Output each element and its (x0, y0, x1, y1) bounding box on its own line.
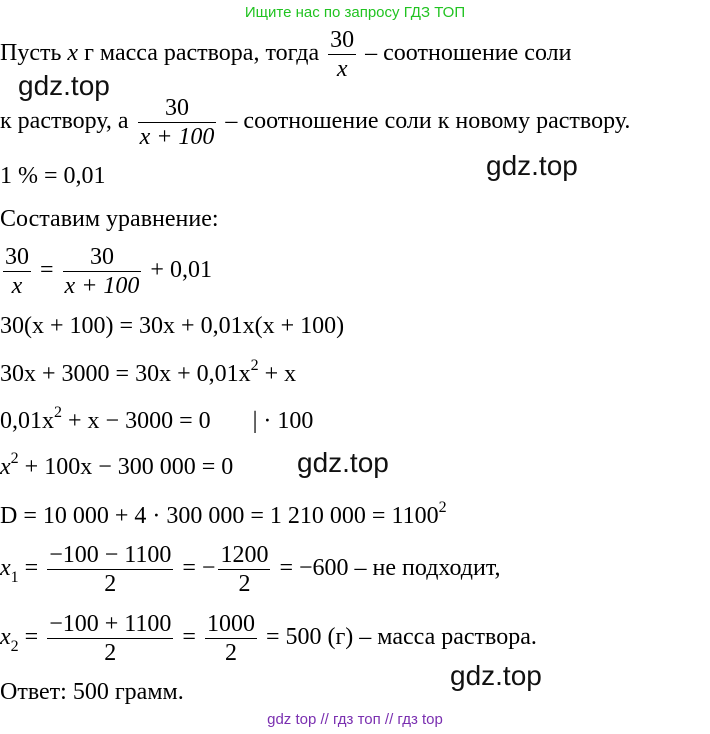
variable: x (0, 555, 11, 582)
fraction (205, 610, 257, 667)
numerator: 1200 (220, 542, 269, 568)
text: к раствору, а (0, 108, 135, 135)
solution-line-4: Составим уравнение: (0, 206, 219, 232)
text: + x − 3000 = 0 | · 100 (62, 408, 314, 434)
variable: x (67, 40, 79, 67)
fraction (218, 541, 270, 598)
numerator: 30 (5, 244, 29, 270)
solution-line-7 (0, 357, 297, 387)
variable: x (0, 454, 11, 480)
exponent: 2 (438, 499, 447, 516)
fraction (3, 243, 31, 300)
text: Пусть (0, 40, 68, 67)
solution-line-9 (0, 450, 234, 480)
text: + 100x − 300 000 = 0 (18, 454, 234, 480)
footer-links[interactable]: gdz top // гдз топ // гдз top (267, 711, 443, 728)
solution-line-8 (0, 404, 314, 434)
solution-line-6: 30(x + 100) = 30x + 0,01x(x + 100) (0, 313, 345, 339)
denominator: 2 (238, 571, 251, 597)
text: D = 10 000 + 4 · 300 000 = 1 210 000 = 1100 (0, 503, 439, 529)
equals: = (34, 257, 60, 284)
search-hint-link[interactable]: Ищите нас по запросу ГДЗ ТОП (244, 4, 466, 21)
numerator: −100 + 1100 (49, 611, 172, 637)
text: = 500 (г) – масса раствора. (259, 624, 537, 651)
solution-line-5 (0, 243, 212, 300)
denominator: x (336, 56, 348, 82)
exponent: 2 (250, 357, 259, 374)
fraction (138, 94, 217, 151)
denominator: 2 (104, 640, 117, 666)
watermark: gdz.top (486, 150, 578, 181)
text: – соотношение соли (359, 40, 572, 67)
text: г масса раствора, тогда (78, 40, 326, 67)
solution-line-2 (0, 94, 630, 151)
numerator: 30 (63, 243, 142, 272)
solution-line-10 (0, 499, 447, 529)
fraction (328, 26, 356, 83)
fraction (63, 243, 142, 300)
fraction (47, 541, 173, 598)
denominator: x (11, 273, 23, 299)
exponent: 2 (54, 404, 62, 421)
text: = (176, 624, 202, 651)
variable: x (0, 624, 11, 651)
solution-line-12 (0, 610, 537, 667)
solution-line-11 (0, 541, 501, 598)
solution-line-3: 1 % = 0,01 (0, 163, 106, 189)
equals: = (18, 555, 45, 582)
answer-line: Ответ: 500 грамм. (0, 679, 184, 705)
numerator: 30 (330, 27, 355, 53)
denominator: 2 (104, 571, 117, 597)
watermark: gdz.top (450, 660, 542, 691)
text: = − (176, 555, 216, 582)
text: + 0,01 (144, 257, 212, 284)
fraction (47, 610, 173, 667)
exponent: 2 (10, 450, 19, 467)
text: = −600 – не подходит, (273, 555, 501, 582)
numerator: −100 − 1100 (49, 542, 172, 568)
watermark: gdz.top (297, 447, 389, 478)
watermark: gdz.top (18, 70, 110, 101)
text: – соотношение соли к новому раствору. (219, 108, 631, 135)
equals: = (18, 624, 45, 651)
numerator: 1000 (206, 611, 255, 637)
text: + x (258, 361, 297, 387)
denominator: 2 (224, 640, 237, 666)
denominator: x + 100 (64, 273, 140, 299)
denominator: x + 100 (139, 124, 215, 150)
subscript: 1 (10, 569, 19, 587)
subscript: 2 (10, 638, 19, 656)
text: 0,01x (0, 408, 54, 434)
text: 30x + 3000 = 30x + 0,01x (0, 361, 251, 387)
numerator: 30 (138, 94, 217, 123)
